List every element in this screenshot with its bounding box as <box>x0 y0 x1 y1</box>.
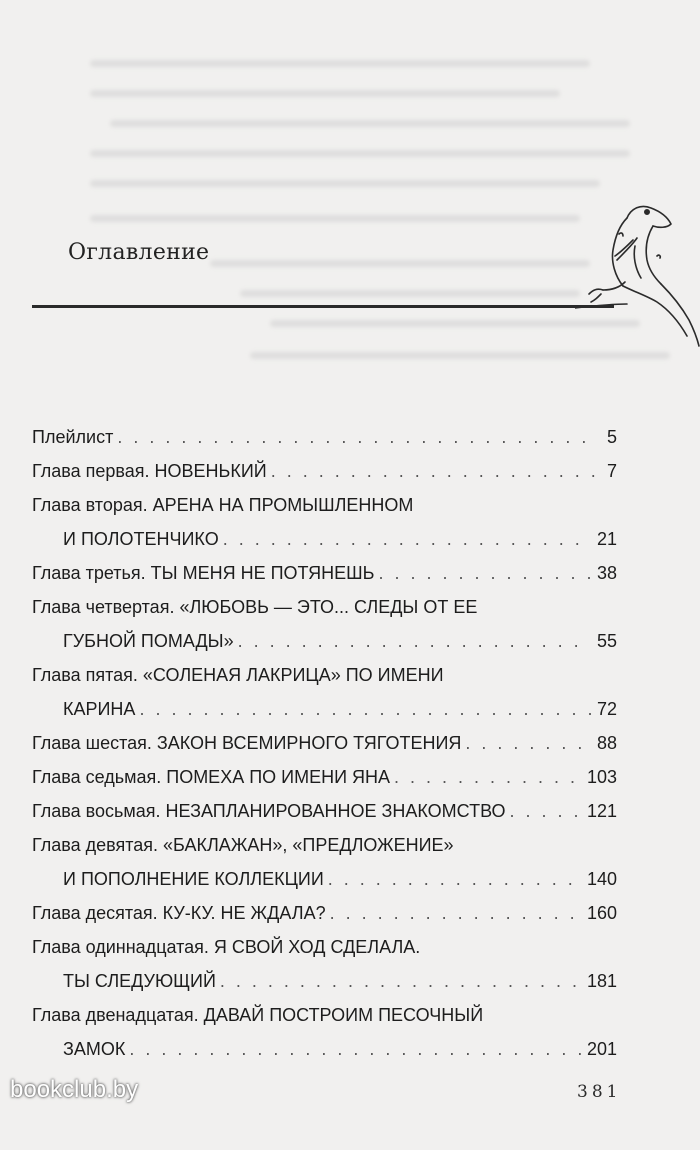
toc-page-number: 38 <box>596 563 617 583</box>
toc-entry-continuation <box>32 624 617 658</box>
toc-entry <box>32 556 617 590</box>
dot-leader <box>139 692 591 726</box>
dot-leader <box>220 964 581 998</box>
toc-entry-line <box>32 556 617 590</box>
toc-entry-line <box>32 454 617 488</box>
toc-entry-title: ГУБНОЙ ПОМАДЫ» <box>63 631 234 651</box>
toc-entry-line <box>32 488 617 522</box>
toc-entry-line <box>32 590 617 624</box>
toc-entry <box>32 454 617 488</box>
toc-entry <box>32 828 617 896</box>
toc-entry-line <box>32 828 617 862</box>
toc-entry-title: Глава десятая. КУ-КУ. НЕ ЖДАЛА? <box>32 903 326 923</box>
toc-entry-continuation <box>32 692 617 726</box>
toc-page-number: 201 <box>586 1039 617 1059</box>
dot-leader <box>509 794 580 828</box>
toc-page-number: 121 <box>586 801 617 821</box>
page-number: 381 <box>577 1082 622 1102</box>
toc-entry-title: ЗАМОК <box>63 1039 126 1059</box>
dot-leader <box>129 1032 581 1066</box>
toc-entry <box>32 896 617 930</box>
toc-entry-title: И ПОПОЛНЕНИЕ КОЛЛЕКЦИИ <box>63 869 324 889</box>
toc-page-number: 55 <box>596 631 617 651</box>
toc-entry-title: Глава одиннадцатая. Я СВОЙ ХОД СДЕЛАЛА. <box>32 937 421 957</box>
dot-leader <box>330 896 581 930</box>
toc-entry <box>32 760 617 794</box>
toc-entry-title: Глава вторая. АРЕНА НА ПРОМЫШЛЕННОМ <box>32 495 414 515</box>
lizard-illustration <box>575 190 700 360</box>
dot-leader <box>117 420 597 454</box>
toc-page-number: 181 <box>586 971 617 991</box>
dot-leader <box>271 454 597 488</box>
toc-page-number: 72 <box>596 699 617 719</box>
toc-entry <box>32 658 617 726</box>
toc-page-number: 7 <box>606 461 617 481</box>
toc-entry-title: И ПОЛОТЕНЧИКО <box>63 529 219 549</box>
toc-entry-title: Глава четвертая. «ЛЮБОВЬ — ЭТО... СЛЕДЫ ОТ ЕЕ <box>32 597 478 617</box>
toc-entry-title: Глава восьмая. НЕЗАПЛАНИРОВАННОЕ ЗНАКОМСТВО <box>32 801 506 821</box>
toc-entry-line <box>32 930 617 964</box>
toc-entry-title: Глава двенадцатая. ДАВАЙ ПОСТРОИМ ПЕСОЧНЫЙ <box>32 1005 484 1025</box>
toc-entry-title: Глава шестая. ЗАКОН ВСЕМИРНОГО ТЯГОТЕНИЯ <box>32 733 462 753</box>
toc-entry-continuation <box>32 522 617 556</box>
toc-entry-title: Глава седьмая. ПОМЕХА ПО ИМЕНИ ЯНА <box>32 767 391 787</box>
dot-leader <box>223 522 591 556</box>
page-title: Оглавление <box>68 240 210 265</box>
toc-page-number: 103 <box>586 767 617 787</box>
toc-entry-line <box>32 420 617 454</box>
toc-entry <box>32 794 617 828</box>
title-rule <box>32 305 614 308</box>
toc-entry-line <box>32 726 617 760</box>
toc-page-number: 140 <box>586 869 617 889</box>
toc-entry-title: ТЫ СЛЕДУЮЩИЙ <box>63 971 216 991</box>
toc-entry-title: КАРИНА <box>63 699 136 719</box>
toc-entry-title: Глава третья. ТЫ МЕНЯ НЕ ПОТЯНЕШЬ <box>32 563 375 583</box>
dot-leader <box>238 624 591 658</box>
dot-leader <box>328 862 581 896</box>
toc-entry-title: Глава пятая. «СОЛЕНАЯ ЛАКРИЦА» ПО ИМЕНИ <box>32 665 444 685</box>
toc-entry <box>32 726 617 760</box>
toc-entry-continuation <box>32 862 617 896</box>
toc-entry-title: Глава девятая. «БАКЛАЖАН», «ПРЕДЛОЖЕНИЕ» <box>32 835 454 855</box>
toc-entry-line <box>32 760 617 794</box>
dot-leader <box>378 556 591 590</box>
toc-page-number: 88 <box>596 733 617 753</box>
toc-entry-line <box>32 658 617 692</box>
dot-leader <box>465 726 591 760</box>
toc-entry-continuation <box>32 1032 617 1066</box>
toc-entry-title: Глава первая. НОВЕНЬКИЙ <box>32 461 267 481</box>
toc-entry-continuation <box>32 964 617 998</box>
toc-entry-line <box>32 794 617 828</box>
table-of-contents <box>32 420 617 1066</box>
toc-entry-line <box>32 998 617 1032</box>
toc-page-number: 5 <box>606 427 617 447</box>
toc-entry <box>32 590 617 658</box>
watermark: bookclub.by <box>10 1076 139 1103</box>
toc-entry <box>32 488 617 556</box>
toc-page-number: 160 <box>586 903 617 923</box>
toc-page-number: 21 <box>596 529 617 549</box>
toc-entry-line <box>32 896 617 930</box>
toc-entry-title: Плейлист <box>32 427 114 447</box>
toc-entry <box>32 420 617 454</box>
toc-entry <box>32 998 617 1066</box>
toc-entry <box>32 930 617 998</box>
dot-leader <box>394 760 581 794</box>
